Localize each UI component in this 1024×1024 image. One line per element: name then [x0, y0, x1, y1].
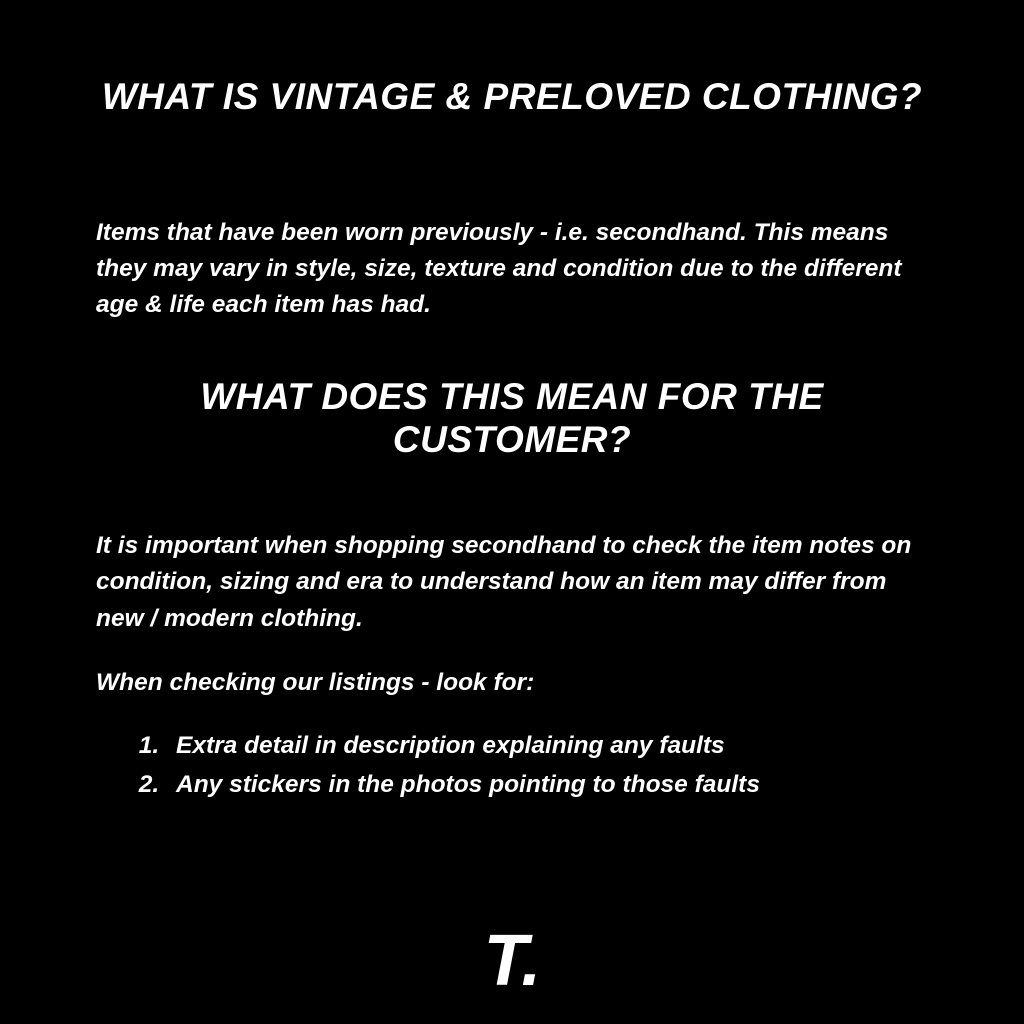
faults-list: [96, 727, 932, 804]
body-paragraph-1: It is important when shopping secondhand to check the item notes on condition, sizing and era to understand how an item may differ from new / modern clothing.: [96, 532, 912, 632]
list-item: 1. Extra detail in description explaining any faults: [166, 727, 932, 766]
list-item: 2. Any stickers in the photos pointing to those faults: [166, 766, 932, 805]
body-paragraph-2: When checking our listings - look for:: [96, 668, 535, 696]
intro-paragraph: Items that have been worn previously - i.e. secondhand. This means they may vary in style, size, texture and condition due to the different age & life each item has had.: [96, 218, 902, 318]
brand-logo: T.: [483, 921, 541, 1001]
page-title: WHAT IS VINTAGE & PRELOVED CLOTHING?: [101, 76, 923, 117]
section-title: WHAT DOES THIS MEAN FOR THE CUSTOMER?: [200, 376, 824, 460]
body-block: [96, 528, 932, 804]
paragraph-spacer: [96, 637, 932, 665]
intro-block: [96, 190, 936, 348]
